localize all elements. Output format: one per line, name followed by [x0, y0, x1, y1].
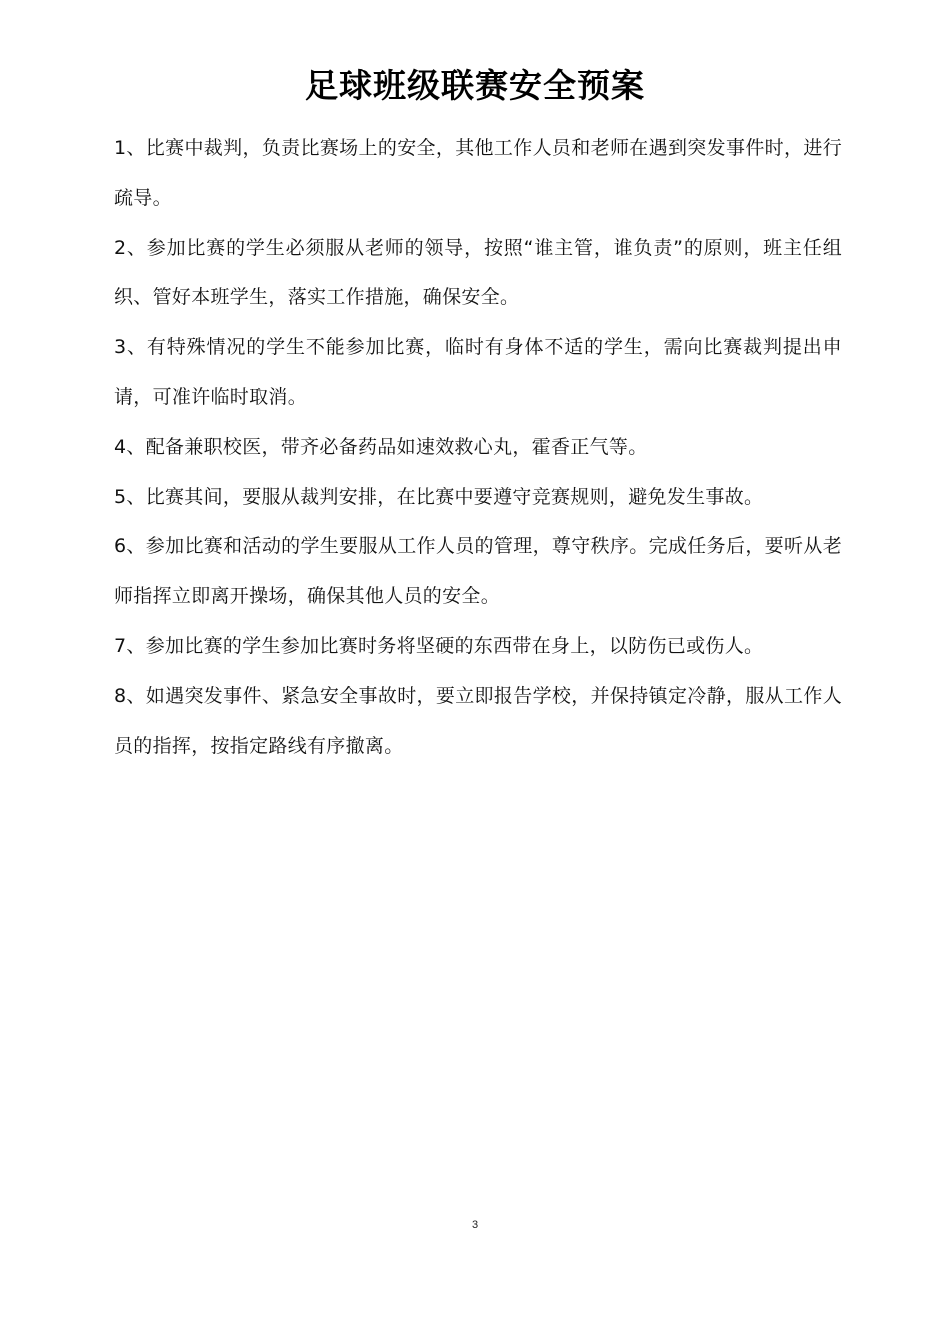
- page-number: 3: [471, 1219, 479, 1231]
- paragraph-6: 6、参加比赛和活动的学生要服从工作人员的管理，尊守秩序。完成任务后，要听从老师指挥立即离开操场，确保其他人员的安全。: [114, 535, 842, 608]
- paragraph-3: 3、有特殊情况的学生不能参加比赛，临时有身体不适的学生，需向比赛裁判提出申请，可准许临时取消。: [114, 336, 842, 408]
- paragraph-1: 1、比赛中裁判，负责比赛场上的安全，其他工作人员和老师在遇到突发事件时，进行疏导。: [114, 137, 842, 209]
- document-title: 足球班级联赛安全预案: [305, 66, 645, 105]
- paragraph-7: 7、参加比赛的学生参加比赛时务将坚硬的东西带在身上，以防伤已或伤人。: [114, 634, 764, 657]
- paragraph-5: 5、比赛其间，要服从裁判安排，在比赛中要遵守竞赛规则，避免发生事故。: [114, 485, 764, 508]
- paragraph-8: 8、如遇突发事件、紧急安全事故时，要立即报告学校，并保持镇定冷静，服从工作人员的指挥，按指定路线有序撤离。: [114, 684, 842, 757]
- paragraph-2: 2、参加比赛的学生必须服从老师的领导，按照“谁主管，谁负责”的原则，班主任组织、管好本班学生，落实工作措施，确保安全。: [114, 236, 842, 309]
- document-body: [114, 124, 842, 771]
- paragraph-4: 4、配备兼职校医，带齐必备药品如速效救心丸，霍香正气等。: [114, 435, 648, 458]
